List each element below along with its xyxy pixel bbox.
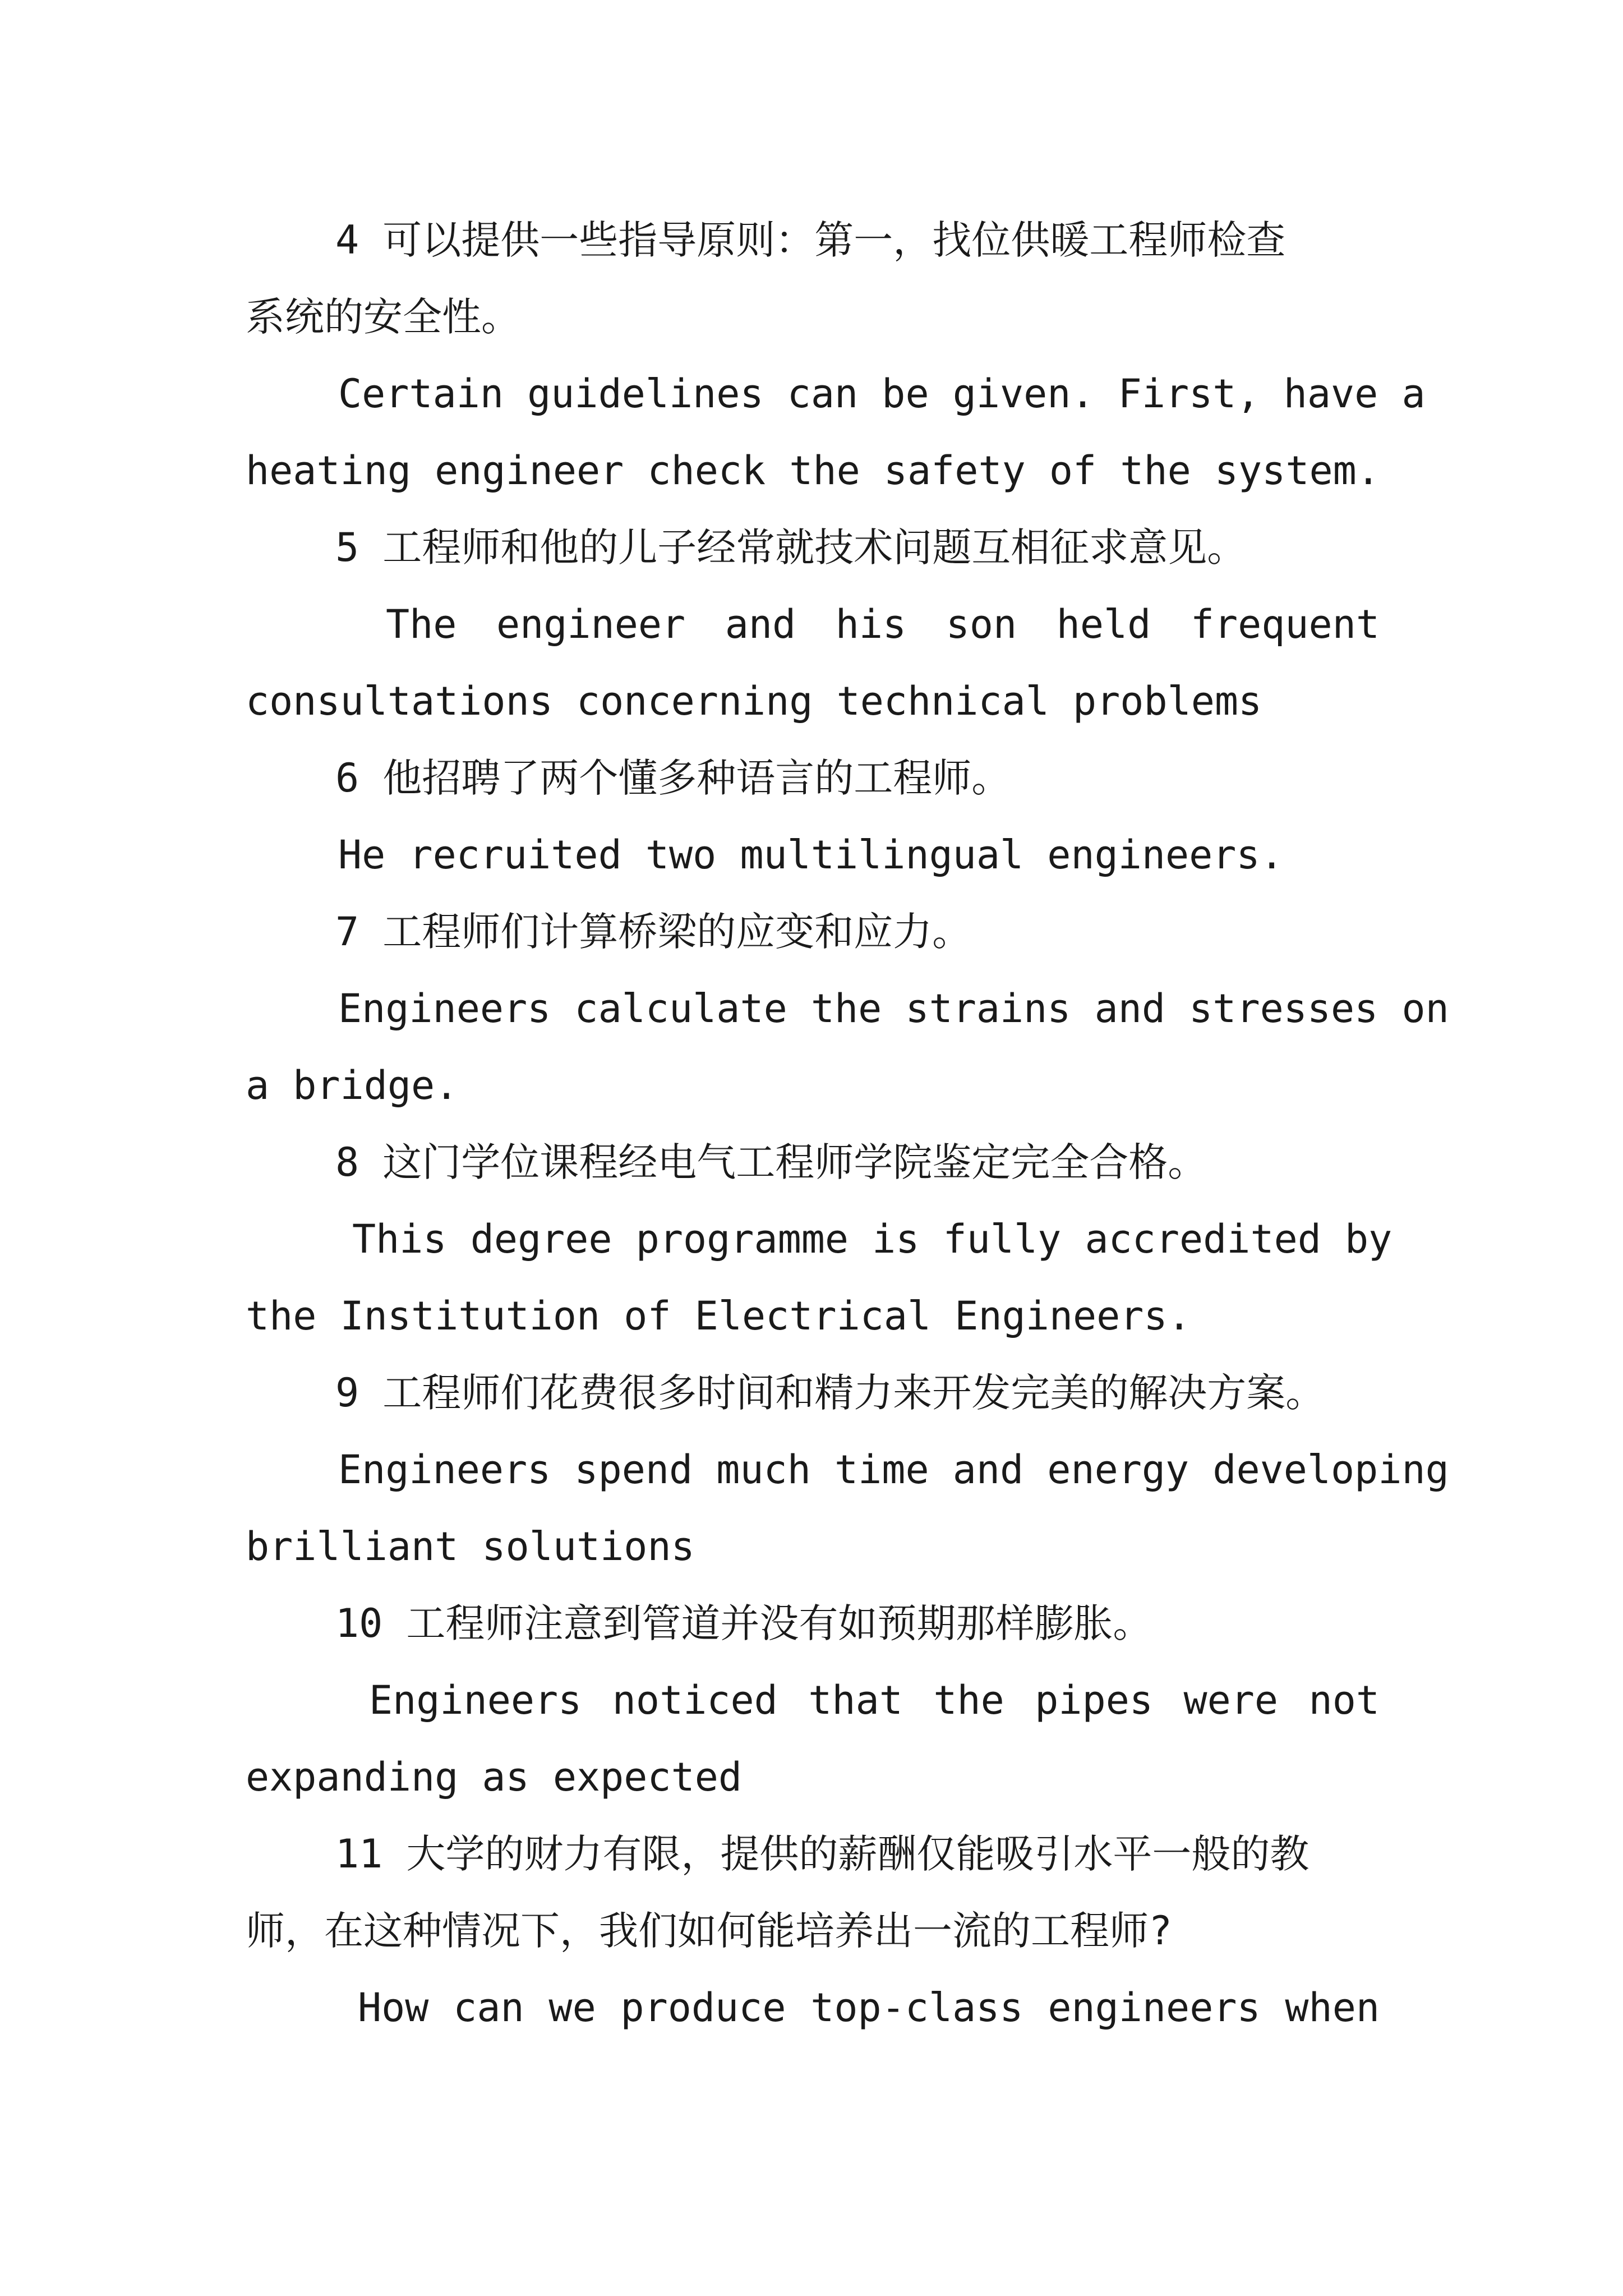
text-line: 9 工程师们花费很多时间和精力来开发完美的解决方案。	[335, 1370, 1325, 1416]
text-line: How can we produce top-class engineers when	[358, 1985, 1380, 2031]
text-line: expanding as expected	[246, 1754, 743, 1800]
text-line: the Institution of Electrical Engineers.	[246, 1293, 1191, 1339]
text-line: Engineers calculate the strains and stresses on	[338, 986, 1449, 1032]
text-line: He recruited two multilingual engineers.	[338, 832, 1284, 878]
text-line: 4 可以提供一些指导原则：第一，找位供暖工程师检查	[335, 217, 1286, 263]
text-line: 系统的安全性。	[246, 294, 520, 340]
text-line: brilliant solutions	[246, 1524, 695, 1570]
text-line: Engineers spend much time and energy developing	[338, 1447, 1449, 1493]
text-line: 10 工程师注意到管道并没有如预期那样膨胀。	[335, 1600, 1152, 1646]
text-line: 师，在这种情况下，我们如何能培养出一流的工程师?	[246, 1908, 1173, 1954]
text-line: Certain guidelines can be given. First, have a	[338, 371, 1426, 417]
text-line: 5 工程师和他的儿子经常就技术问题互相征求意见。	[335, 524, 1247, 570]
text-line: Engineers noticed that the pipes were not	[369, 1677, 1380, 1723]
text-line: 7 工程师们计算桥梁的应变和应力。	[335, 909, 972, 955]
document-body	[246, 202, 1449, 2046]
text-line: 11 大学的财力有限，提供的薪酬仅能吸引水平一般的教	[335, 1831, 1310, 1877]
text-line: consultations concerning technical problems	[246, 678, 1262, 724]
text-line: This degree programme is fully accredited by	[352, 1216, 1393, 1262]
text-line: 8 这门学位课程经电气工程师学院鉴定完全合格。	[335, 1139, 1207, 1185]
text-line: The engineer and his son held frequent	[386, 601, 1380, 647]
text-line: 6 他招聘了两个懂多种语言的工程师。	[335, 755, 1011, 801]
text-line: heating engineer check the safety of the system.	[246, 448, 1380, 494]
text-line: a bridge.	[246, 1062, 459, 1108]
